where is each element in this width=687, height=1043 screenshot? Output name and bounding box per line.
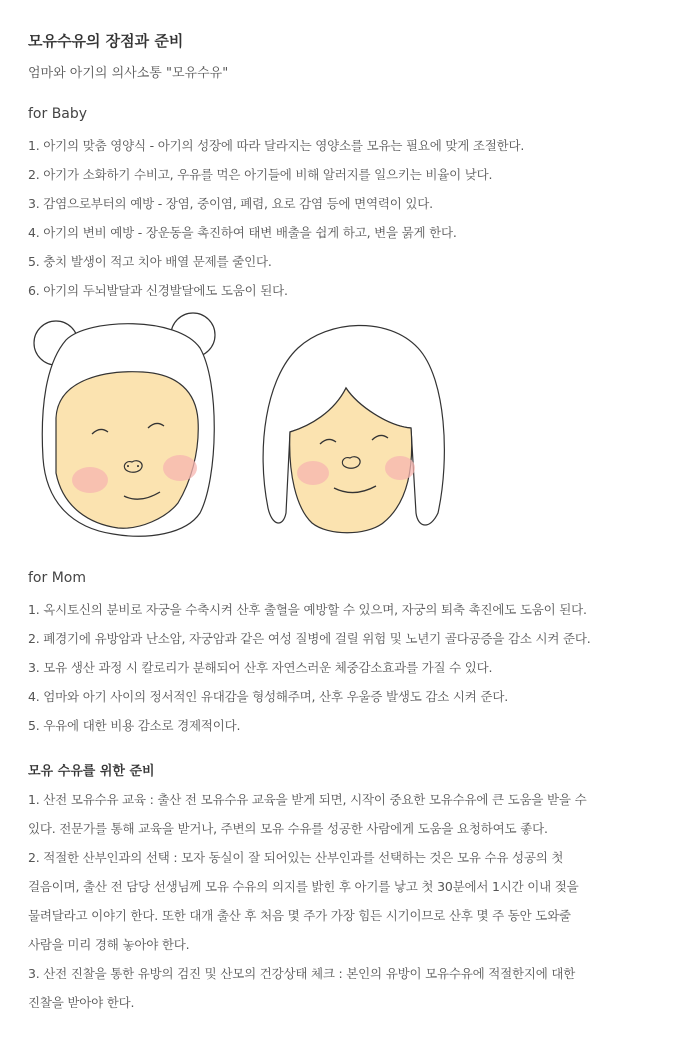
baby-item: 1. 아기의 맞춤 영양식 - 아기의 성장에 따라 달라지는 영양소를 모유는 필요에 맞게 조절한다. bbox=[28, 138, 525, 153]
prep-heading: 모유 수유를 위한 준비 bbox=[28, 764, 155, 779]
prep-line: 1. 산전 모유수유 교육 : 출산 전 모유수유 교육을 받게 되면, 시작이 중요한 모유수유에 큰 도움을 받을 수 bbox=[28, 792, 587, 807]
baby-heading: for Baby bbox=[28, 106, 88, 122]
baby-item: 2. 아기가 소화하기 수비고, 우유를 먹은 아기들에 비해 알러지를 일으키는 비율이 낮다. bbox=[28, 167, 493, 182]
baby-item: 3. 감염으로부터의 예방 - 장염, 중이염, 폐렴, 요로 감염 등에 면역력이 있다. bbox=[28, 196, 433, 211]
page-title: 모유수유의 장점과 준비 bbox=[28, 32, 184, 50]
mom-heading: for Mom bbox=[28, 570, 86, 586]
mom-item: 4. 엄마와 아기 사이의 정서적인 유대감을 형성해주며, 산후 우울증 발생도 감소 시켜 준다. bbox=[28, 689, 508, 704]
prep-line: 3. 산전 진찰을 통한 유방의 검진 및 산모의 건강상태 체크 : 본인의 유방이 모유수유에 적절한지에 대한 bbox=[28, 966, 576, 981]
baby-item: 5. 충치 발생이 적고 치아 배열 문제를 줄인다. bbox=[28, 254, 272, 269]
baby-item: 4. 아기의 변비 예방 - 장운동을 촉진하여 태변 배출을 쉽게 하고, 변을 묽게 한다. bbox=[28, 225, 457, 240]
prep-line: 2. 적절한 산부인과의 선택 : 모자 동실이 잘 되어있는 산부인과를 선택하는 것은 모유 수유 성공의 첫 bbox=[28, 850, 564, 865]
prep-line: 물려달라고 이야기 한다. 또한 대개 출산 후 처음 몇 주가 가장 힘든 시기이므로 산후 몇 주 동안 도와줄 bbox=[28, 908, 571, 923]
page-subtitle: 엄마와 아기의 의사소통 "모유수유" bbox=[28, 66, 229, 81]
mom-item: 5. 우유에 대한 비용 감소로 경제적이다. bbox=[28, 718, 241, 733]
prep-line: 사람을 미리 경해 놓아야 한다. bbox=[28, 937, 190, 952]
prep-line: 걸음이며, 출산 전 담당 선생님께 모유 수유의 의지를 밝힌 후 아기를 낳고 첫 30분에서 1시간 이내 젖을 bbox=[28, 879, 579, 894]
baby-face-icon bbox=[34, 313, 215, 536]
baby-and-mom-illustration bbox=[28, 308, 458, 540]
mom-face-icon bbox=[263, 325, 444, 532]
mom-item: 2. 폐경기에 유방암과 난소암, 자궁암과 같은 여성 질병에 걸릴 위험 및 노년기 골다공증을 감소 시켜 준다. bbox=[28, 631, 591, 646]
prep-line: 진찰을 받아야 한다. bbox=[28, 995, 135, 1010]
mom-item: 1. 옥시토신의 분비로 자궁을 수축시켜 산후 출혈을 예방할 수 있으며, 자궁의 퇴축 촉진에도 도움이 된다. bbox=[28, 602, 587, 617]
baby-item: 6. 아기의 두뇌발달과 신경발달에도 도움이 된다. bbox=[28, 283, 288, 298]
prep-line: 있다. 전문가를 통해 교육을 받거나, 주변의 모유 수유를 성공한 사람에게 도움을 요청하여도 좋다. bbox=[28, 821, 548, 836]
mom-item: 3. 모유 생산 과정 시 칼로리가 분해되어 산후 자연스러운 체중감소효과를 가질 수 있다. bbox=[28, 660, 493, 675]
